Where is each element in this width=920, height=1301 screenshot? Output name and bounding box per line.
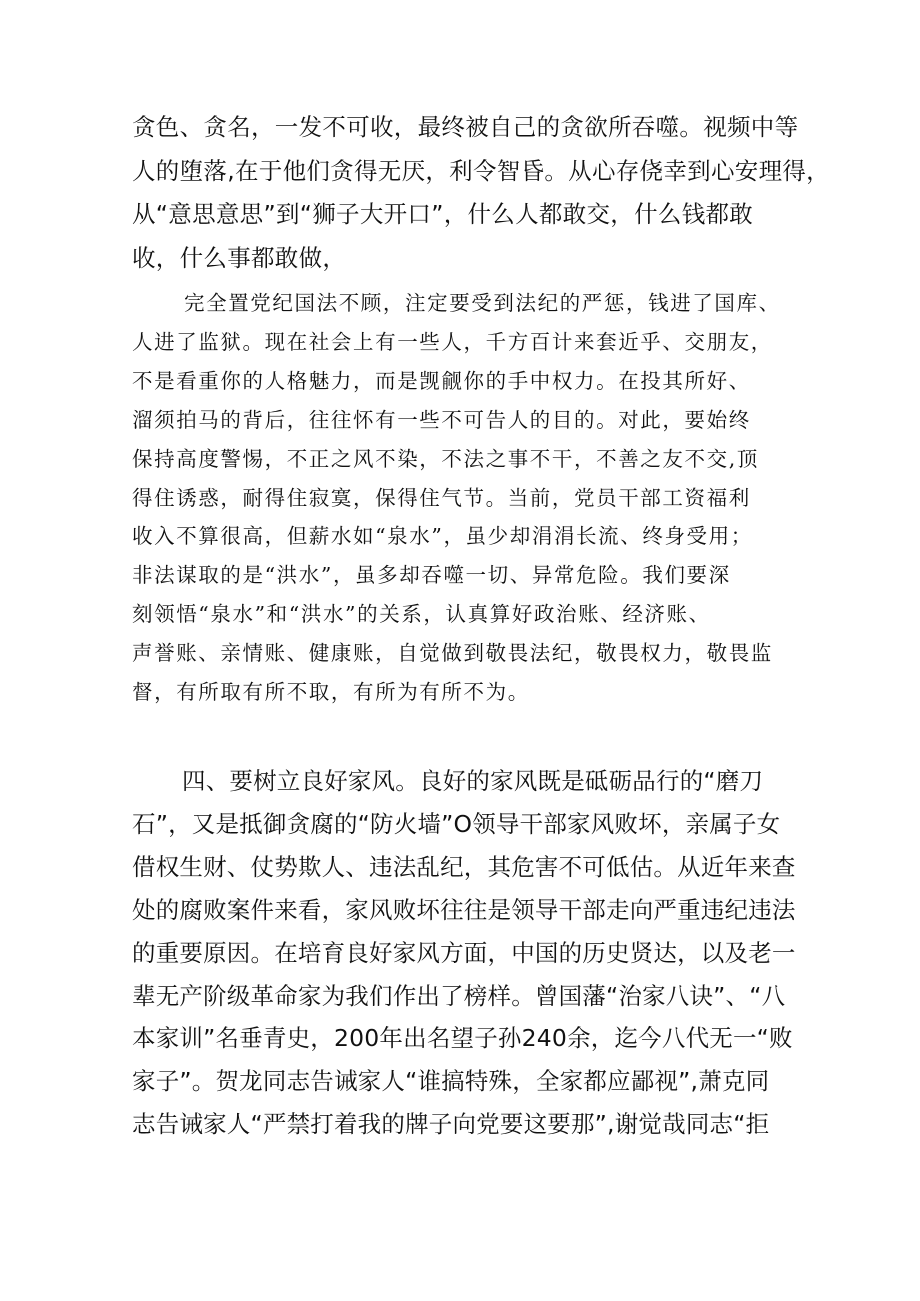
- text-line: 贪色、贪名，一发不可收，最终被自己的贪欲所吞噬。视频中等: [132, 113, 799, 141]
- text-line: 溜须拍马的背后，往往怀有一些不可告人的目的。对此，要始终: [132, 407, 751, 432]
- text-line: 刻领悟“泉水”和“洪水”的关系，认真算好政治账、经济账、: [132, 602, 711, 627]
- text-line: 非法谋取的是“洪水”，虽多却吞噬一切、异常危险。我们要深: [132, 563, 731, 588]
- paragraph-family-style: [132, 760, 796, 1146]
- text-line: 四、要树立良好家风。良好的家风既是砥砺品行的“磨刀: [182, 767, 764, 795]
- text-line: 处的腐败案件来看，家风败坏往往是领导干部走向严重违纪违法: [132, 895, 796, 924]
- text-line: 本家训”名垂青史，200年出名望子孙240余，迄今八代无一“败: [132, 1024, 793, 1053]
- text-line: 收，什么事都敢做，: [132, 243, 347, 272]
- text-line: 的重要原因。在培育良好家风方面，中国的历史贤达，以及老一: [132, 938, 796, 967]
- text-line: 得住诱惑，耐得住寂寞，保得住气节。当前，党员干部工资福利: [132, 485, 751, 510]
- text-line: 声誉账、亲情账、健康账，自觉做到敬畏法纪，敬畏权力，敬畏监: [132, 641, 773, 666]
- text-line: 收入不算很高，但薪水如“泉水”，虽少却涓涓长流、终身受用；: [132, 524, 753, 549]
- text-line: 从“意思意思”到“狮子大开口”，什么人都敢交，什么钱都敢: [132, 200, 754, 228]
- text-line: 志告诫家人“严禁打着我的牌子向党要这要那”,谢觉哉同志“拒: [132, 1110, 770, 1139]
- text-line: 保持高度警惕，不正之风不染，不法之事不干，不善之友不交,顶: [132, 446, 759, 471]
- text-line: 督，有所取有所不取，有所为有所不为。: [132, 680, 530, 705]
- paragraph-continuation: [132, 106, 830, 280]
- text-line: 不是看重你的人格魅力，而是觊觎你的手中权力。在投其所好、: [132, 368, 751, 393]
- text-line: 人的堕落,在于他们贪得无厌，利令智昏。从心存侥幸到心安理得，: [132, 156, 830, 185]
- paragraph-party-discipline: [132, 284, 792, 712]
- text-line: 完全置党纪国法不顾，注定要受到法纪的严惩，钱进了国库、: [184, 291, 781, 315]
- text-line: 家子”。贺龙同志告诫家人“谁搞特殊，全家都应鄙视”,萧克同: [132, 1067, 770, 1096]
- text-line: 人进了监狱。现在社会上有一些人，千方百计来套近乎、交朋友，: [132, 329, 773, 354]
- text-line: 借权生财、仗势欺人、违法乱纪，其危害不可低估。从近年来查: [132, 852, 796, 881]
- text-line: 辈无产阶级革命家为我们作出了榜样。曾国藩“治家八诀”、“八: [132, 981, 786, 1010]
- text-line: 石”，又是抵御贪腐的“防火墙”O领导干部家风败坏，亲属子女: [132, 809, 781, 838]
